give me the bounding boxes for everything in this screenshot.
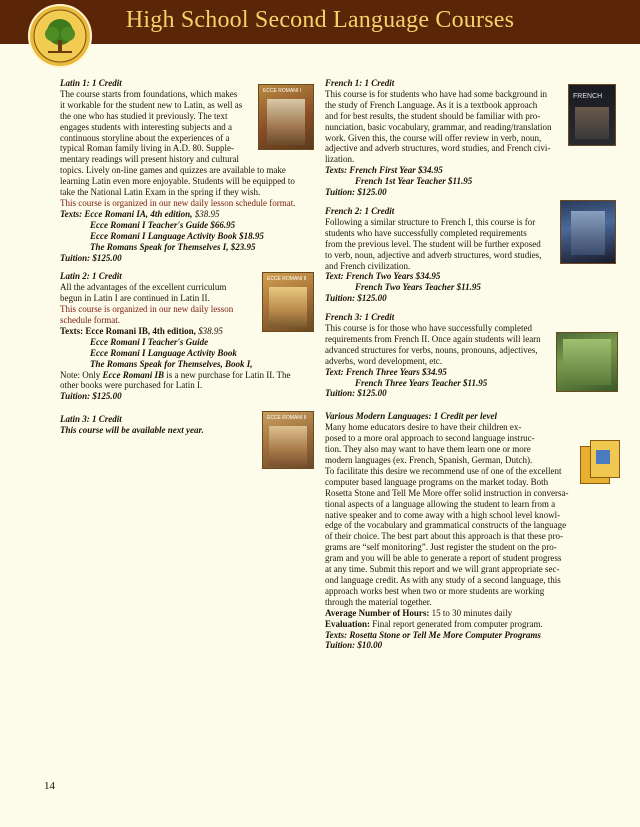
french-1-tuition: Tuition: $125.00 [325, 187, 387, 198]
modern-languages-title: Various Modern Languages: 1 Credit per level [325, 411, 498, 422]
latin-1-book: The Romans Speak for Themselves I, $23.95 [90, 241, 256, 252]
lingua-sapientia-logo [28, 4, 92, 68]
french-2-title: French 2: 1 Credit [325, 205, 395, 216]
french-2-book: French Two Years Teacher $11.95 [355, 282, 481, 293]
latin-1-schedule-note: This course is organized in our new daily lesson schedule format. [60, 197, 296, 208]
french-3-texts: Text: French Three Years $34.95 [325, 366, 447, 377]
french-2-line: from the previous level. The student will be further exposed [325, 238, 541, 249]
latin-1-line: take the National Latin Exam in the spring if they wish. [60, 187, 261, 198]
modern-line: computer based language programs on the market today. Both [325, 476, 549, 487]
modern-texts: Texts: Rosetta Stone or Tell Me More Computer Programs [325, 629, 541, 640]
latin-2-book: The Romans Speak for Themselves, Book I, [90, 358, 253, 369]
latin-2-texts: Texts: Ecce Romani IB, 4th edition, [60, 325, 196, 336]
ecce-romani-1-cover [258, 84, 314, 150]
modern-languages-section [325, 411, 587, 651]
latin-1-line: engages students with interesting subjects and a [60, 121, 232, 132]
modern-line: of their choice. The best part about this approach is that these pro- [325, 531, 564, 542]
modern-line: Rosetta Stone and Tell Me More offer solid instruction in conversa- [325, 487, 569, 498]
french-3-section [325, 312, 587, 399]
modern-line: To facilitate this desire we recommend use of one of the excellent [325, 465, 562, 476]
latin-1-book: Ecce Romani I Language Activity Book $18.95 [90, 230, 264, 241]
french-3-book: French Three Years Teacher $11.95 [355, 377, 488, 388]
right-column [325, 78, 587, 659]
modern-line: through the material together. [325, 596, 432, 607]
page-title: High School Second Language Courses [125, 7, 515, 33]
ecce-romani-2-cover [262, 272, 314, 332]
latin-2-book: Ecce Romani I Language Activity Book [90, 347, 237, 358]
french-1-line: and for best results, the student should be familiar with pro- [325, 110, 541, 121]
cover-title: FRENCH [573, 93, 603, 100]
latin-1-line: topics. Lively on-line games and quizzes are available to make [60, 165, 286, 176]
french-2-section [325, 206, 587, 304]
latin-1-line: typical Roman family living in A.D. 80. Supple- [60, 143, 234, 154]
modern-line: grams are “self monitoring”. Just register the student on the pro- [325, 542, 557, 553]
latin-2-note-line: other books were purchased for Latin I. [60, 380, 203, 391]
latin-1-line: the one who has studied it previously. The text [60, 110, 228, 121]
latin-1-line: The course starts from foundations, which makes [60, 88, 238, 99]
french-1-book: French 1st Year Teacher $11.95 [355, 176, 473, 187]
latin-1-texts: Texts: Ecce Romani IA, 4th edition, [60, 208, 193, 219]
latin-1-line: it workable for the student new to Latin, as well as [60, 99, 243, 110]
french-1-section [325, 78, 587, 198]
french-3-line: advanced structures for verbs, nouns, pronouns, adjectives, [325, 344, 538, 355]
french-1-line: the study of French Language. As it is a textbook approach [325, 99, 538, 110]
latin-1-texts-price: $38.95 [192, 208, 220, 219]
latin-1-title: Latin 1: 1 Credit [60, 78, 122, 88]
modern-line: ond language credit. As with any study of a second language, this [325, 574, 561, 585]
french-2-tuition: Tuition: $125.00 [325, 293, 387, 304]
french-3-title: French 3: 1 Credit [325, 312, 395, 323]
modern-line: Many home educators desire to have their children ex- [325, 422, 522, 433]
latin-2-note: Note: Only Ecce Romani IB is a new purchase for Latin II. The [60, 369, 291, 380]
latin-2-title: Latin 2: 1 Credit [60, 271, 122, 282]
page-header [0, 0, 640, 44]
cover-title: ECCE ROMANI II [267, 276, 307, 282]
cover-title: ECCE ROMANI I [263, 88, 302, 94]
latin-3-title: Latin 3: 1 Credit [60, 414, 122, 425]
latin-1-tuition: Tuition: $125.00 [60, 252, 122, 263]
french-1-title: French 1: 1 Credit [325, 78, 395, 88]
french-1-line: nunciation, basic vocabulary, grammar, and reading/translation [325, 121, 552, 132]
modern-hours: Average Number of Hours: 15 to 30 minutes daily [325, 607, 513, 618]
modern-line: at any time. Submit this report and we will grant appropriate sec- [325, 564, 560, 575]
latin-1-line: learning Latin even more enjoyable. Students will be equipped to [60, 176, 295, 187]
french-1-line: adjective and adverb structures, word studies, and French civi- [325, 143, 551, 154]
latin-1-line: mentary readings will present history and cultural [60, 154, 239, 165]
modern-line: modern languages (ex. French, Spanish, German, Dutch). [325, 455, 533, 465]
french-3-line: adverbs, word development, etc. [325, 355, 442, 366]
french-2-line: Following a similar structure to French I, this course is for [325, 216, 536, 227]
french-3-line: This course is for those who have successfully completed [325, 323, 532, 334]
french-3-tuition: Tuition: $125.00 [325, 388, 387, 399]
french-1-line: This course is for students who have had some background in [325, 88, 547, 99]
french-1-texts: Texts: French First Year $34.95 [325, 165, 443, 176]
modern-line: gram and you will be able to generate a report of student progress [325, 553, 562, 564]
modern-tuition: Tuition: $10.00 [325, 640, 383, 651]
french-1-line: work. Given this, the course will offer review in verb, noun, [325, 132, 542, 143]
latin-2-book: Ecce Romani I Teacher's Guide [90, 336, 209, 347]
latin-2-texts-price: $38.95 [195, 325, 223, 336]
cover-title: ECCE ROMANI II [267, 415, 307, 421]
french-3-line: requirements from French II. Once again students will learn [325, 333, 541, 344]
page-number: 14 [44, 780, 55, 792]
latin-1-book: Ecce Romani I Teacher's Guide $66.95 [90, 219, 236, 230]
modern-line: tion. They also may want to have them learn one or more [325, 444, 531, 455]
modern-evaluation: Evaluation: Final report generated from computer program. [325, 618, 543, 629]
french-2-line: and French civilization. [325, 260, 411, 271]
french-2-line: to verb, noun, adjective and adverb structures, word studies, [325, 249, 542, 260]
latin-2-schedule-note: schedule format. [60, 315, 120, 326]
latin-2-tuition: Tuition: $125.00 [60, 391, 122, 402]
modern-line: posed to a more oral approach to second language instruc- [325, 433, 535, 444]
latin-2-schedule-note: This course is organized in our new daily lesson [60, 304, 234, 315]
ecce-romani-3-cover [262, 411, 314, 469]
latin-1-line: continuous storyline about the experiences of a [60, 132, 230, 143]
latin-2-line: begun in Latin I are continued in Latin II. [60, 293, 210, 304]
modern-line: approach works best when two or more students are working [325, 585, 545, 596]
modern-line: native speaker and to come away with a high school level knowl- [325, 509, 561, 520]
latin-3-subtitle: This course will be available next year. [60, 425, 204, 436]
latin-2-line: All the advantages of the excellent curriculum [60, 282, 227, 293]
modern-line: tional aspects of a language allowing the student to learn from a [325, 498, 556, 509]
modern-line: edge of the vocabulary and grammatical constructs of the language [325, 520, 567, 531]
french-1-line: lization. [325, 154, 355, 165]
french-2-texts: Text: French Two Years $34.95 [325, 271, 441, 282]
french-2-line: students who have successfully completed requirements [325, 227, 527, 238]
